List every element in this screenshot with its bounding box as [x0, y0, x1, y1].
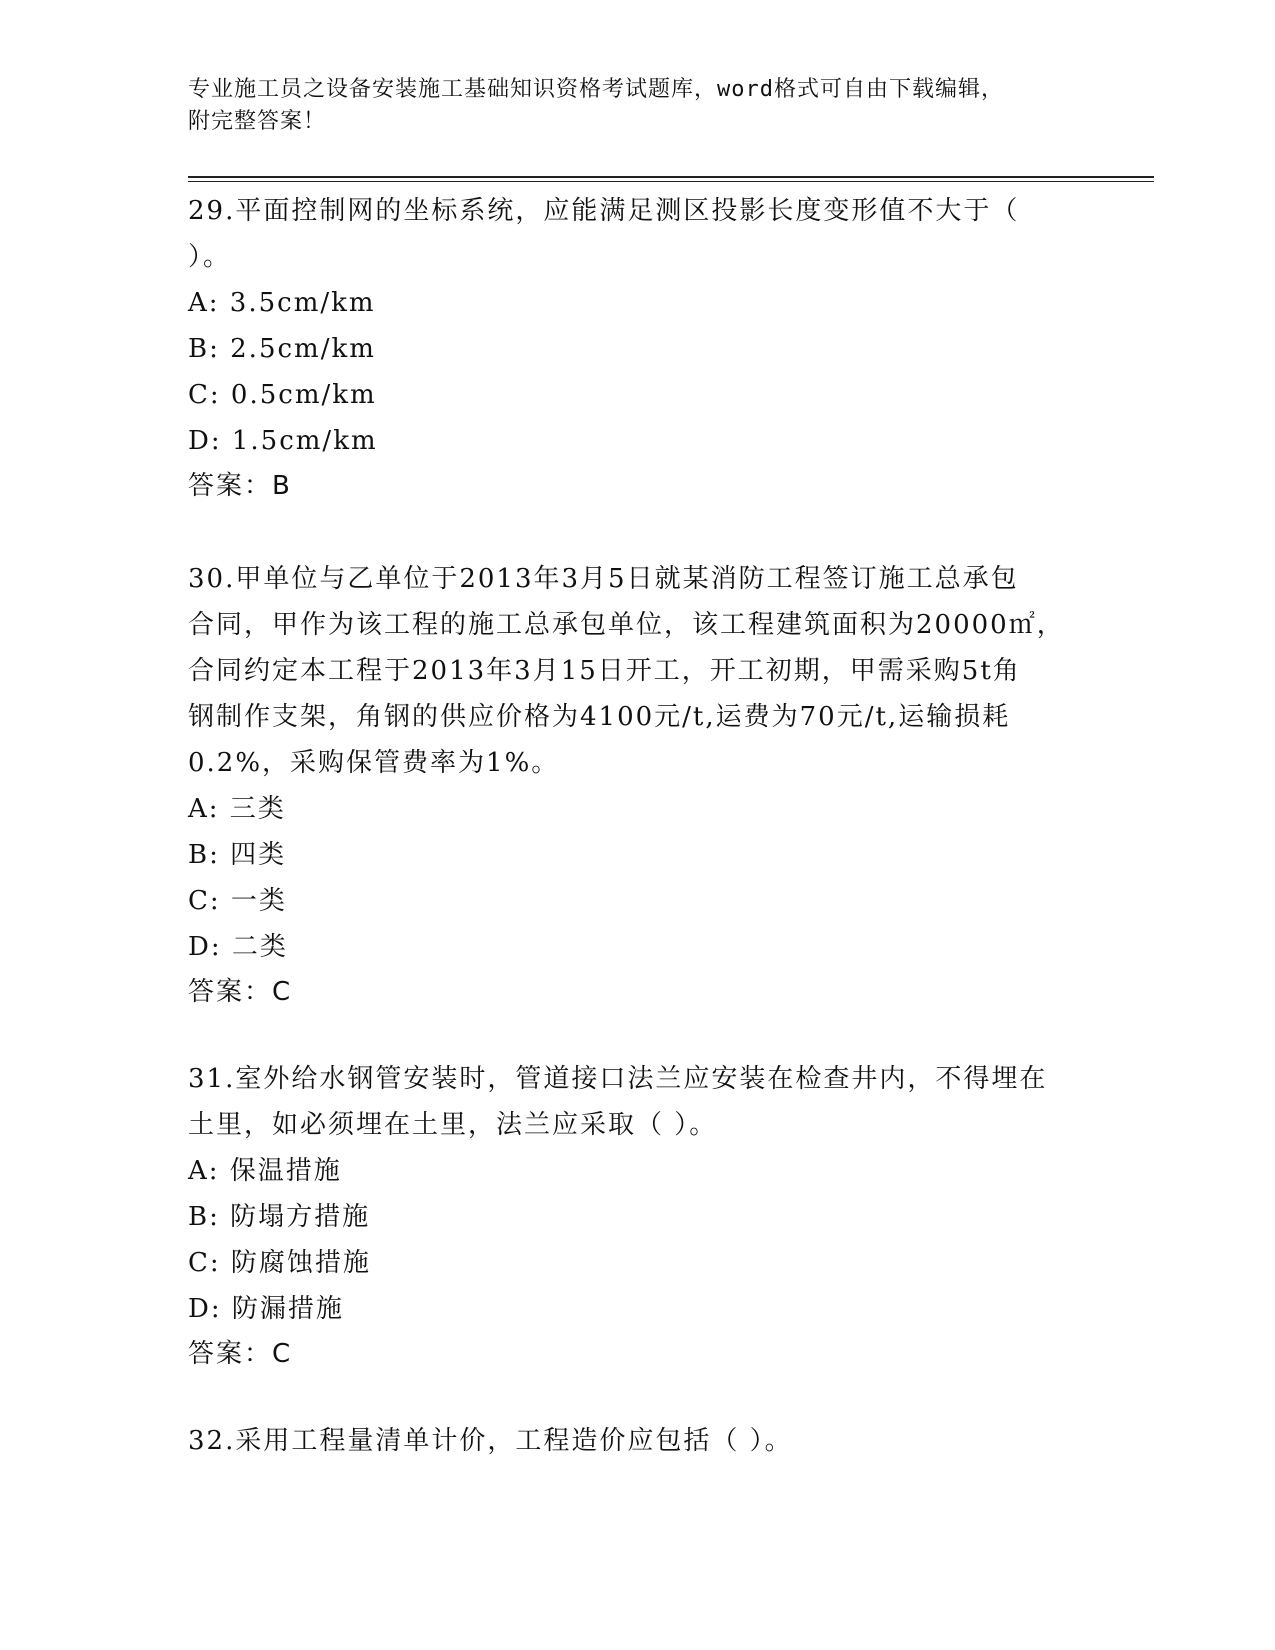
question-text-line: 30.甲单位与乙单位于2013年3月5日就某消防工程签订施工总承包 — [188, 564, 1019, 594]
question-text-line: 土里，如必须埋在土里，法兰应采取（ ）。 — [188, 1110, 718, 1140]
question-text — [188, 188, 1088, 280]
question-29 — [188, 188, 1088, 508]
option-c: C: 防腐蚀措施 — [188, 1248, 371, 1278]
document-header — [188, 74, 1088, 138]
question-text-line: 钢制作支架，角钢的供应价格为4100元/t,运费为70元/t,运输损耗 — [188, 702, 1011, 732]
option-b: B: 2.5cm/km — [188, 334, 376, 364]
option-a: A: 3.5cm/km — [188, 288, 376, 318]
option-b: B: 防塌方措施 — [188, 1202, 371, 1232]
option-c: C: 一类 — [188, 886, 287, 916]
question-32 — [188, 1418, 1088, 1464]
header-divider-thick — [188, 176, 1154, 178]
option-d: D: 1.5cm/km — [188, 426, 378, 456]
answer: 答案：C — [188, 1339, 293, 1369]
header-line-1: 专业施工员之设备安装施工基础知识资格考试题库，word格式可自由下载编辑， — [188, 77, 1004, 102]
question-text-line: 合同，甲作为该工程的施工总承包单位，该工程建筑面积为20000㎡， — [188, 610, 1065, 640]
question-31 — [188, 1056, 1088, 1376]
option-b: B: 四类 — [188, 840, 287, 870]
answer: 答案：C — [188, 977, 293, 1007]
option-a: A: 保温措施 — [188, 1156, 342, 1186]
question-text — [188, 1056, 1088, 1148]
question-text — [188, 556, 1088, 786]
question-text-line: 32.采用工程量清单计价，工程造价应包括（ ）。 — [188, 1426, 793, 1456]
question-text-line: 0.2%，采购保管费率为1%。 — [188, 748, 560, 778]
question-text-line: 31.室外给水钢管安装时，管道接口法兰应安装在检查井内，不得埋在 — [188, 1064, 1048, 1094]
option-d: D: 防漏措施 — [188, 1294, 344, 1324]
question-text-line: 合同约定本工程于2013年3月15日开工，开工初期，甲需采购5t角 — [188, 656, 1021, 686]
option-a: A: 三类 — [188, 794, 286, 824]
header-divider-thin — [188, 181, 1154, 182]
answer: 答案：B — [188, 471, 292, 501]
header-line-2: 附完整答案！ — [188, 109, 327, 134]
question-text-line: 29.平面控制网的坐标系统，应能满足测区投影长度变形值不大于（ — [188, 196, 1020, 226]
option-d: D: 二类 — [188, 932, 288, 962]
question-text — [188, 1418, 1088, 1464]
question-30 — [188, 556, 1088, 1014]
question-text-line: ）。 — [188, 242, 232, 272]
option-c: C: 0.5cm/km — [188, 380, 377, 410]
